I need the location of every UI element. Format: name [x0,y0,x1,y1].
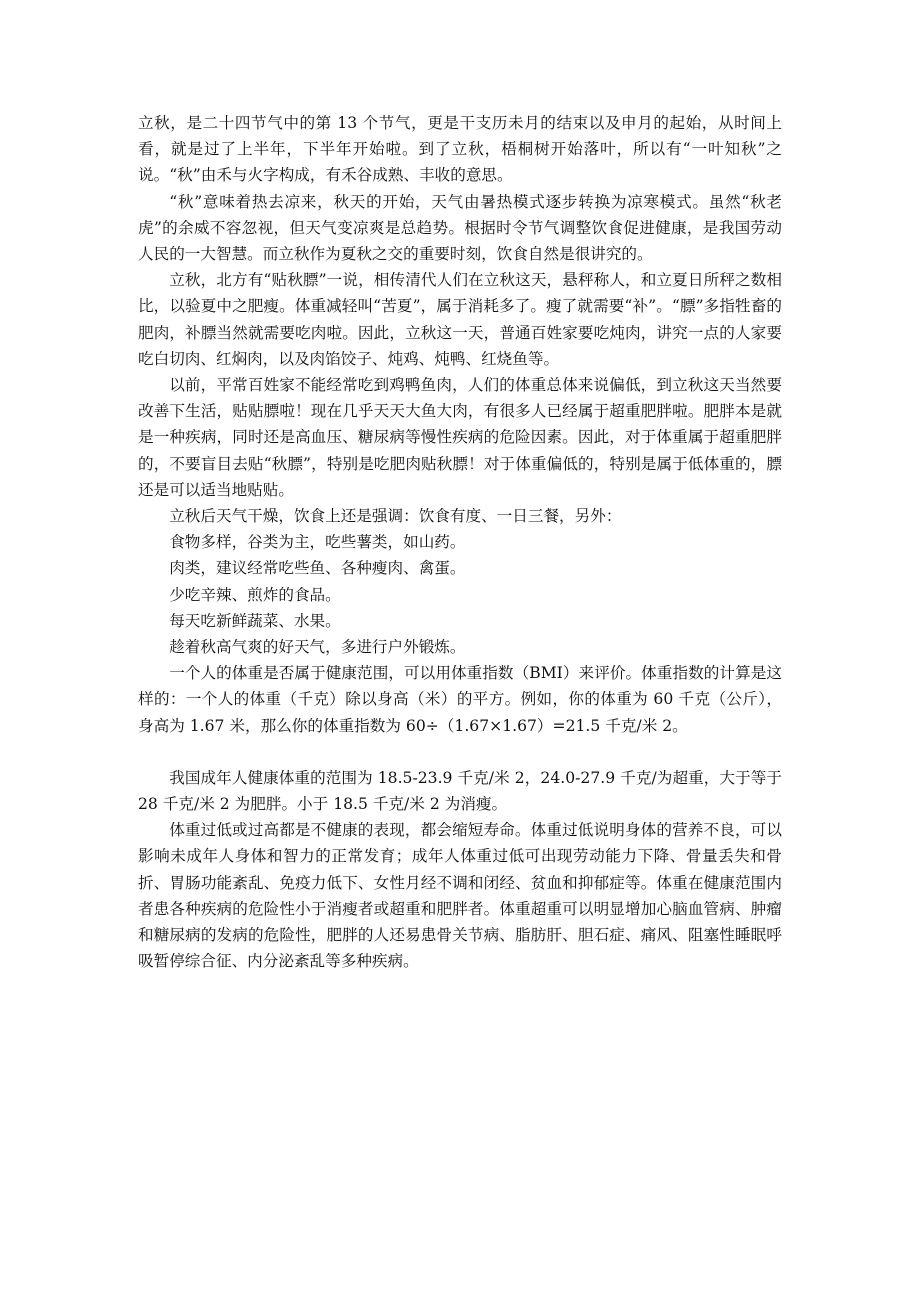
paragraph-bmi-ranges: 我国成年人健康体重的范围为 18.5-23.9 千克/米 2，24.0-27.9 千克/为超重，大于等于 28 千克/米 2 为肥胖。小于 18.5 千克/米 2 为消瘦。 [138,768,782,814]
paragraph-past-and-present: 以前，平常百姓家不能经常吃到鸡鸭鱼肉，人们的体重总体来说偏低，到立秋这天当然要改善下生活，贴贴膘啦！现在几乎天天大鱼大肉，有很多人已经属于超重肥胖啦。肥胖本是就是一种疾病，同时还是高血压、糖尿病等慢性疾病的危险因素。因此，对于体重属于超重肥胖的，不要盲目去贴“秋膘”，特别是吃肥肉贴秋膘！对于体重偏低的，特别是属于低体重的，膘还是可以适当地贴贴。 [138,376,782,499]
paragraph-health-risks: 体重过低或过高都是不健康的表现，都会缩短寿命。体重过低说明身体的营养不良，可以影响未成年人身体和智力的正常发育；成年人体重过低可出现劳动能力下降、骨量丢失和骨折、胃肠功能紊乱、免疫力低下、女性月经不调和闭经、贫血和抑郁症等。体重在健康范围内者患各种疾病的危险性小于消瘦者或超重和肥胖者。体重超重可以明显增加心脑血管病、肿瘤和糖尿病的发病的危险性，肥胖的人还易患骨关节病、脂肪肝、胆石症、痛风、阻塞性睡眠呼吸暂停综合征、内分泌紊乱等多种疾病。 [138,821,782,971]
paragraph-diet-advice: 立秋后天气干燥，饮食上还是强调：饮食有度、一日三餐，另外： [169,507,622,526]
paragraph-autumn-meaning: “秋”意味着热去凉来，秋天的开始，天气由暑热模式逐步转换为凉寒模式。虽然“秋老虎”的余威不容忽视，但天气变凉爽是总趋势。根据时令节气调整饮食促进健康，是我国劳动人民的一大智慧。而立秋作为夏秋之交的重要时刻，饮食自然是很讲究的。 [138,192,782,264]
advice-item-exercise: 趁着秋高气爽的好天气，多进行户外锻炼。 [169,638,466,657]
document-body [138,110,782,975]
paragraph-bmi-definition: 一个人的体重是否属于健康范围，可以用体重指数（BMI）来评价。体重指数的计算是这样的：一个人的体重（千克）除以身高（米）的平方。例如，你的体重为 60 千克（公斤），身高为 1.67 米，那么你的体重指数为 60÷（1.67×1.67）=21.5 千克/米 2。 [138,664,782,735]
paragraph-intro: 立秋，是二十四节气中的第 13 个节气，更是干支历未月的结束以及申月的起始，从时间上看，就是过了上半年，下半年开始啦。到了立秋，梧桐树开始落叶，所以有“一叶知秋”之说。“秋”由禾与火字构成，有禾谷成熟、丰收的意思。 [138,114,782,185]
paragraph-tie-qiu-biao: 立秋，北方有“贴秋膘”一说，相传清代人们在立秋这天，悬秤称人，和立夏日所秤之数相比，以验夏中之肥瘦。体重减轻叫“苦夏”，属于消耗多了。瘦了就需要“补”。“膘”多指牲畜的肥肉，补膘当然就需要吃肉啦。因此，立秋这一天，普通百姓家要吃炖肉，讲究一点的人家要吃白切肉、红焖肉，以及肉馅饺子、炖鸡、炖鸭、红烧鱼等。 [138,271,782,368]
advice-item-grains: 食物多样，谷类为主，吃些薯类，如山药。 [169,533,466,552]
advice-item-meat: 肉类，建议经常吃些鱼、各种瘦肉、禽蛋。 [169,559,466,578]
advice-item-less-spicy: 少吃辛辣、煎炸的食品。 [169,585,341,604]
advice-item-vegetables: 每天吃新鲜蔬菜、水果。 [169,611,341,630]
